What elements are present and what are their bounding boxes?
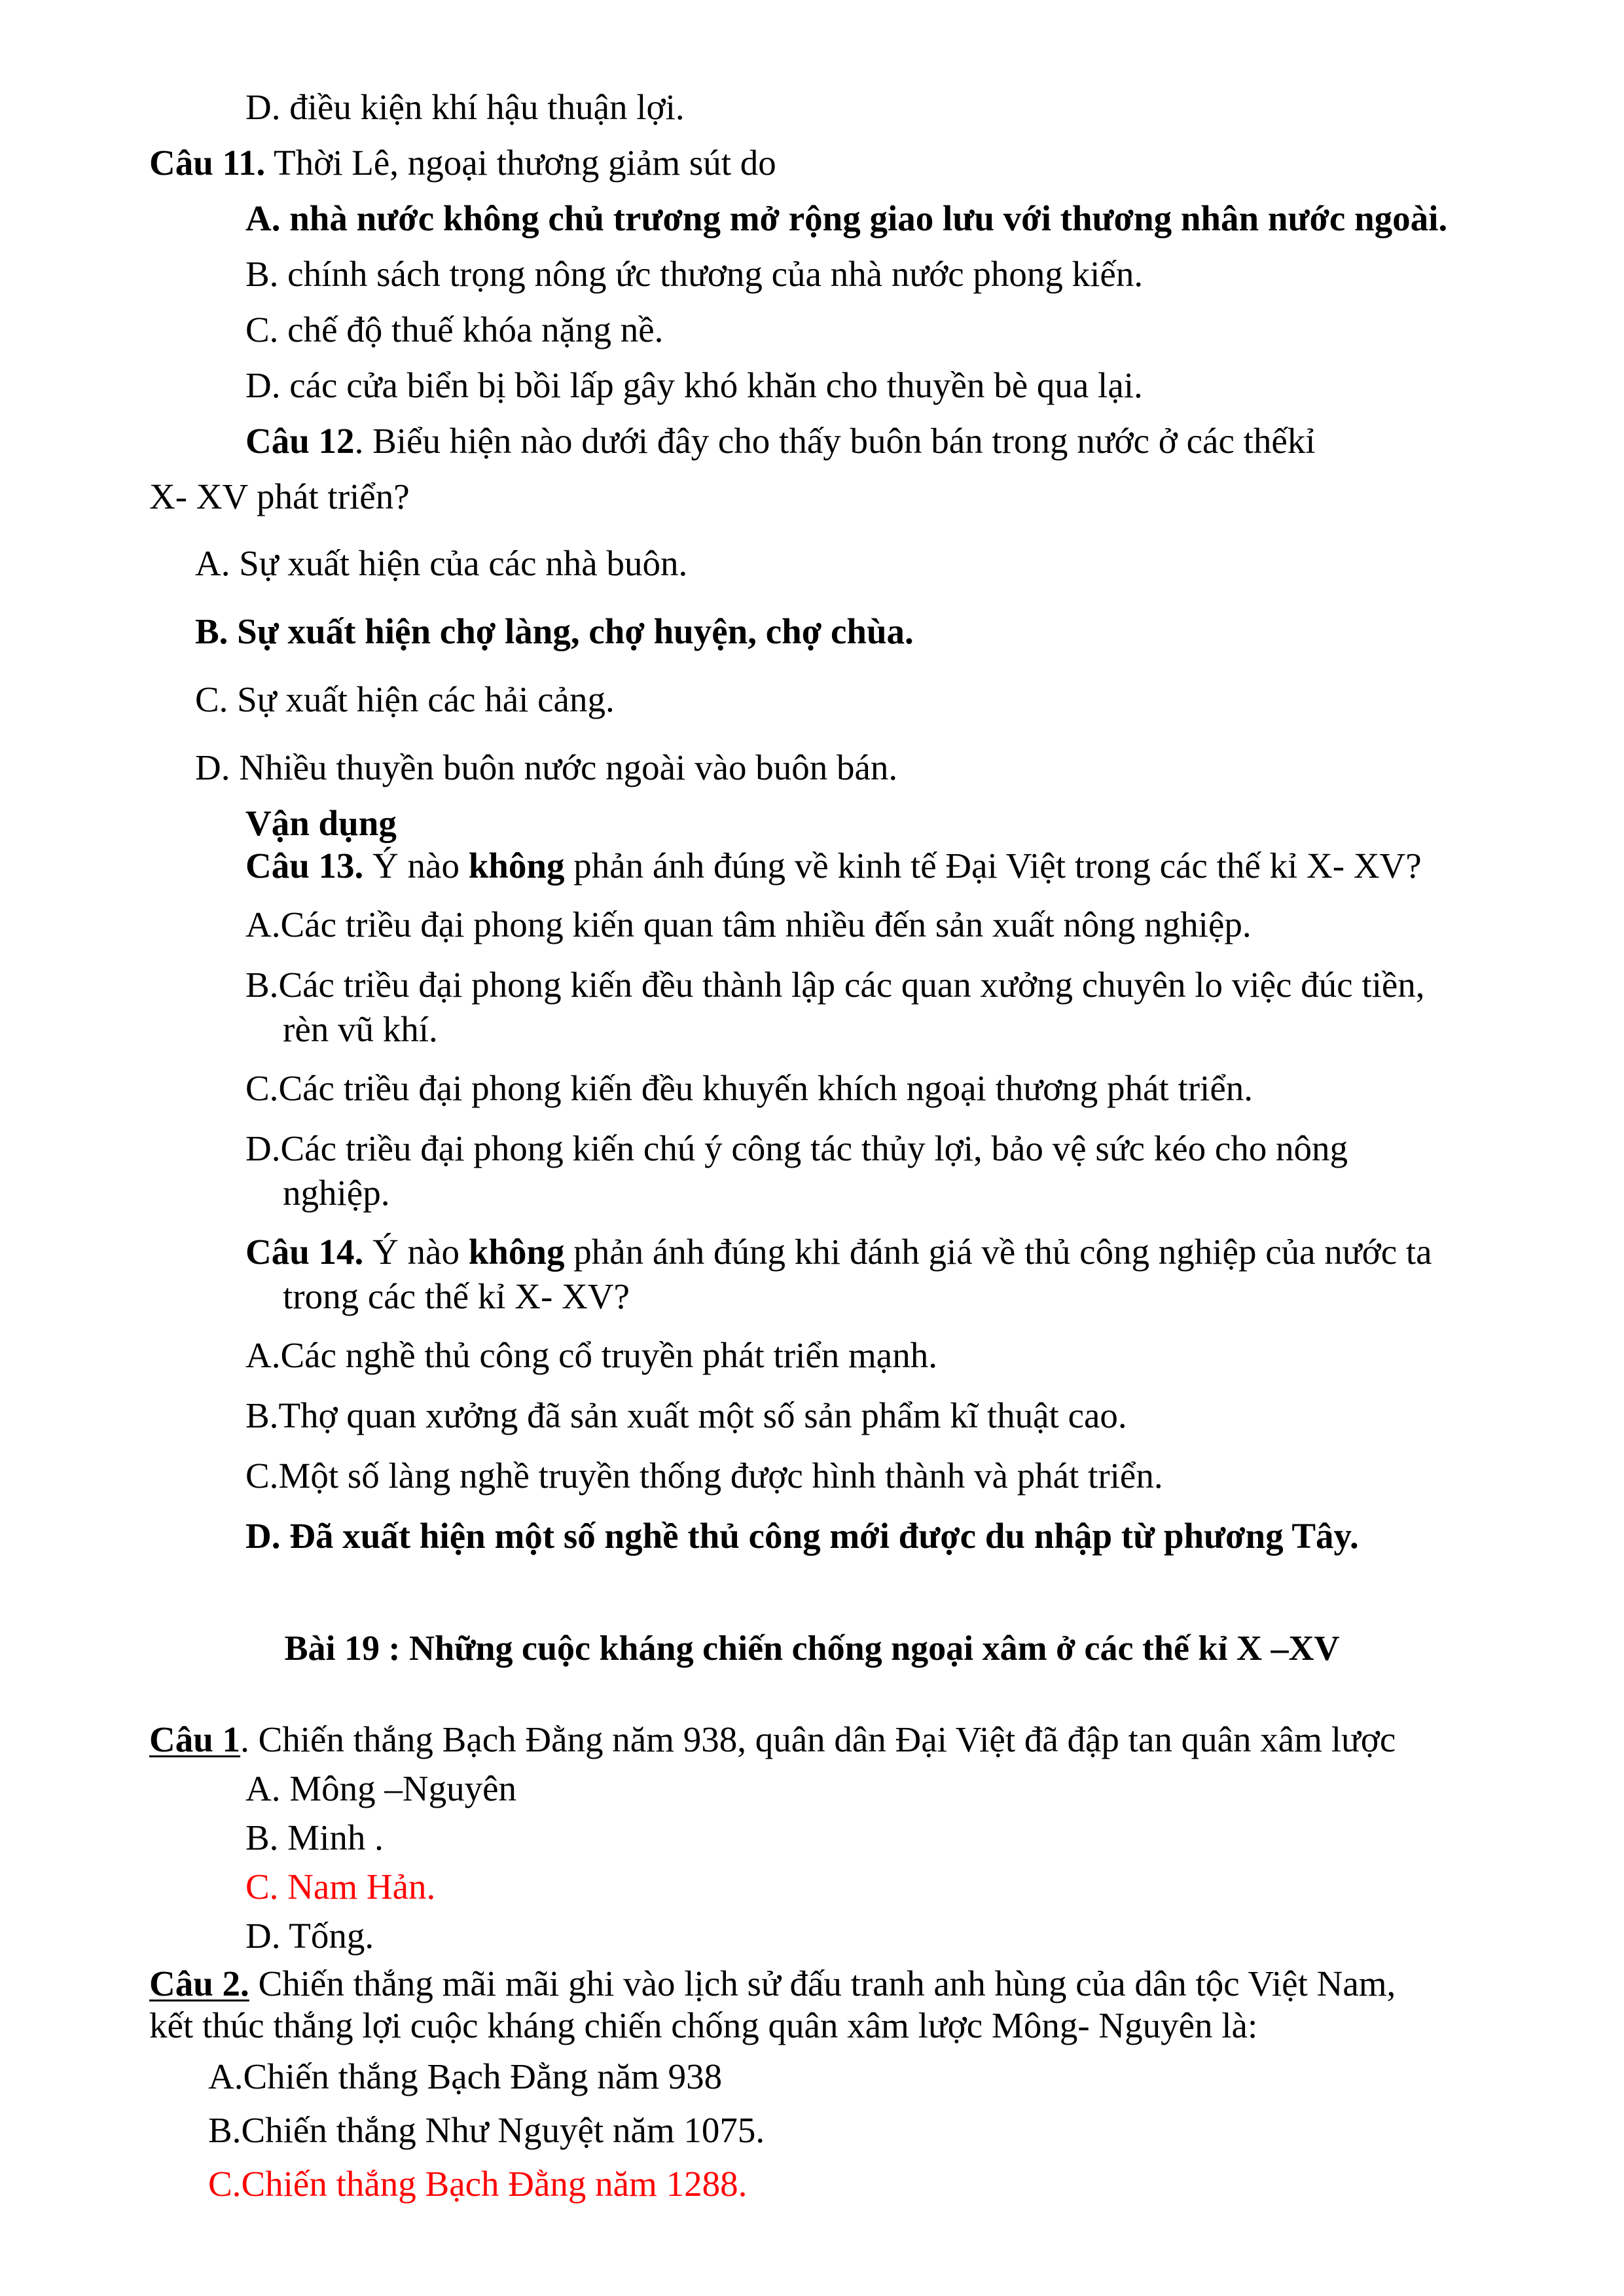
q13-option-a <box>245 903 1252 946</box>
q13-option-d-cont: nghiệp. <box>283 1173 390 1213</box>
section-heading-van-dung: Vận dụng <box>245 803 397 843</box>
q14-emphasis: không <box>468 1232 565 1272</box>
l19-q2-option-c-letter: C. <box>208 2164 242 2204</box>
l19-q1-label: Câu 1 <box>149 1719 241 1759</box>
q13-option-d-letter: D. <box>245 1128 281 1168</box>
q11-option-d: D. các cửa biển bị bồi lấp gây khó khăn cho thuyền bè qua lại. <box>245 365 1143 405</box>
q12-question <box>245 420 1316 463</box>
q14-option-c-text: Một số làng nghề truyền thống được hình thành và phát triển. <box>278 1456 1163 1496</box>
q12-option-b: B. Sự xuất hiện chợ làng, chợ huyện, chợ chùa. <box>195 611 914 651</box>
q13-label: Câu 13. <box>245 846 364 886</box>
q12-label: Câu 12 <box>245 421 355 461</box>
q11-question <box>149 141 776 185</box>
q11-option-b: B. chính sách trọng nông ức thương của nhà nước phong kiến. <box>245 254 1144 294</box>
q13-emphasis: không <box>468 846 565 886</box>
q13-option-a-letter: A. <box>245 905 281 944</box>
q14-option-d: D. Đã xuất hiện một số nghề thủ công mới được du nhập từ phương Tây. <box>245 1516 1359 1556</box>
q11-option-a: A. nhà nước không chủ trương mở rộng giao lưu với thương nhân nước ngoài. <box>245 198 1448 238</box>
q12-text: . Biểu hiện nào dưới đây cho thấy buôn bán trong nước ở các thếkỉ <box>354 421 1316 461</box>
l19-q1-option-b: B. Minh . <box>245 1818 384 1857</box>
l19-q1-question <box>149 1718 1396 1761</box>
q13-option-a-text: Các triều đại phong kiến quan tâm nhiều đến sản xuất nông nghiệp. <box>280 905 1252 944</box>
q14-question <box>245 1230 1432 1274</box>
q12-option-c: C. Sự xuất hiện các hải cảng. <box>195 679 615 719</box>
q14-option-b-text: Thợ quan xưởng đã sản xuất một số sản phẩm kĩ thuật cao. <box>278 1395 1127 1435</box>
q13-option-b-text: Các triều đại phong kiến đều thành lập các quan xưởng chuyên lo việc đúc tiền, <box>278 965 1425 1005</box>
l19-q2-question-cont: kết thúc thắng lợi cuộc kháng chiến chống quân xâm lược Mông- Nguyên là: <box>149 2005 1258 2045</box>
l19-q2-option-b-letter: B. <box>208 2110 242 2150</box>
q14-option-a <box>245 1334 937 1377</box>
l19-q2-option-b-text: Chiến thắng Như Nguyệt năm 1075. <box>241 2110 765 2150</box>
q12-option-a: A. Sự xuất hiện của các nhà buôn. <box>195 543 688 583</box>
l19-q1-option-c: C. Nam Hản. <box>245 1867 436 1907</box>
lesson-title: Bài 19 : Những cuộc kháng chiến chống ngoại xâm ở các thế kỉ X –XV <box>284 1628 1340 1668</box>
q11-option-c: C. chế độ thuế khóa nặng nề. <box>245 310 664 350</box>
q13-option-b <box>245 963 1425 1007</box>
q14-option-b <box>245 1394 1127 1437</box>
l19-q2-option-a-letter: A. <box>208 2056 244 2096</box>
q14-text-pre: Ý nào <box>363 1232 469 1272</box>
l19-q2-option-a-text: Chiến thắng Bạch Đằng năm 938 <box>243 2056 723 2096</box>
l19-q1-option-d: D. Tống. <box>245 1916 374 1956</box>
l19-q2-option-b <box>208 2109 765 2152</box>
q10-option-d: D. điều kiện khí hậu thuận lợi. <box>245 87 685 127</box>
q13-option-c-text: Các triều đại phong kiến đều khuyến khích ngoại thương phát triển. <box>278 1068 1253 1108</box>
q14-option-c <box>245 1454 1163 1498</box>
q13-option-b-cont: rèn vũ khí. <box>283 1009 438 1049</box>
l19-q2-option-c <box>208 2162 747 2206</box>
q11-text: Thời Lê, ngoại thương giảm sút do <box>265 143 776 183</box>
l19-q2-option-a <box>208 2055 722 2098</box>
q13-option-c-letter: C. <box>245 1068 279 1108</box>
q14-option-a-text: Các nghề thủ công cổ truyền phát triển mạnh. <box>280 1335 937 1375</box>
q13-option-b-letter: B. <box>245 965 279 1005</box>
q14-question-cont: trong các thế kỉ X- XV? <box>283 1276 630 1316</box>
l19-q2-option-c-text: Chiến thắng Bạch Đằng năm 1288. <box>241 2164 748 2204</box>
q13-text-pre: Ý nào <box>363 846 469 886</box>
q13-option-d <box>245 1127 1348 1170</box>
l19-q2-question <box>149 1962 1396 2005</box>
l19-q2-text: Chiến thắng mãi mãi ghi vào lịch sử đấu tranh anh hùng của dân tộc Việt Nam, <box>249 1964 1396 2003</box>
q14-label: Câu 14. <box>245 1232 364 1272</box>
q14-text-post: phản ánh đúng khi đánh giá về thủ công nghiệp của nước ta <box>564 1232 1432 1272</box>
q13-question <box>245 844 1422 888</box>
q13-option-d-text: Các triều đại phong kiến chú ý công tác thủy lợi, bảo vệ sức kéo cho nông <box>280 1128 1348 1168</box>
q14-option-c-letter: C. <box>245 1456 279 1496</box>
q13-text-post: phản ánh đúng về kinh tế Đại Việt trong các thế kỉ X- XV? <box>564 846 1422 886</box>
l19-q1-option-a: A. Mông –Nguyên <box>245 1768 517 1808</box>
q14-option-a-letter: A. <box>245 1335 281 1375</box>
l19-q2-label: Câu 2. <box>149 1964 249 2003</box>
l19-q1-text: . Chiến thắng Bạch Đằng năm 938, quân dân Đại Việt đã đập tan quân xâm lược <box>240 1719 1396 1759</box>
q12-option-d: D. Nhiều thuyền buôn nước ngoài vào buôn bán. <box>195 747 898 787</box>
q11-label: Câu 11. <box>149 143 266 183</box>
q13-option-c <box>245 1067 1253 1110</box>
q12-question-cont: X- XV phát triển? <box>149 476 410 516</box>
q14-option-b-letter: B. <box>245 1395 279 1435</box>
